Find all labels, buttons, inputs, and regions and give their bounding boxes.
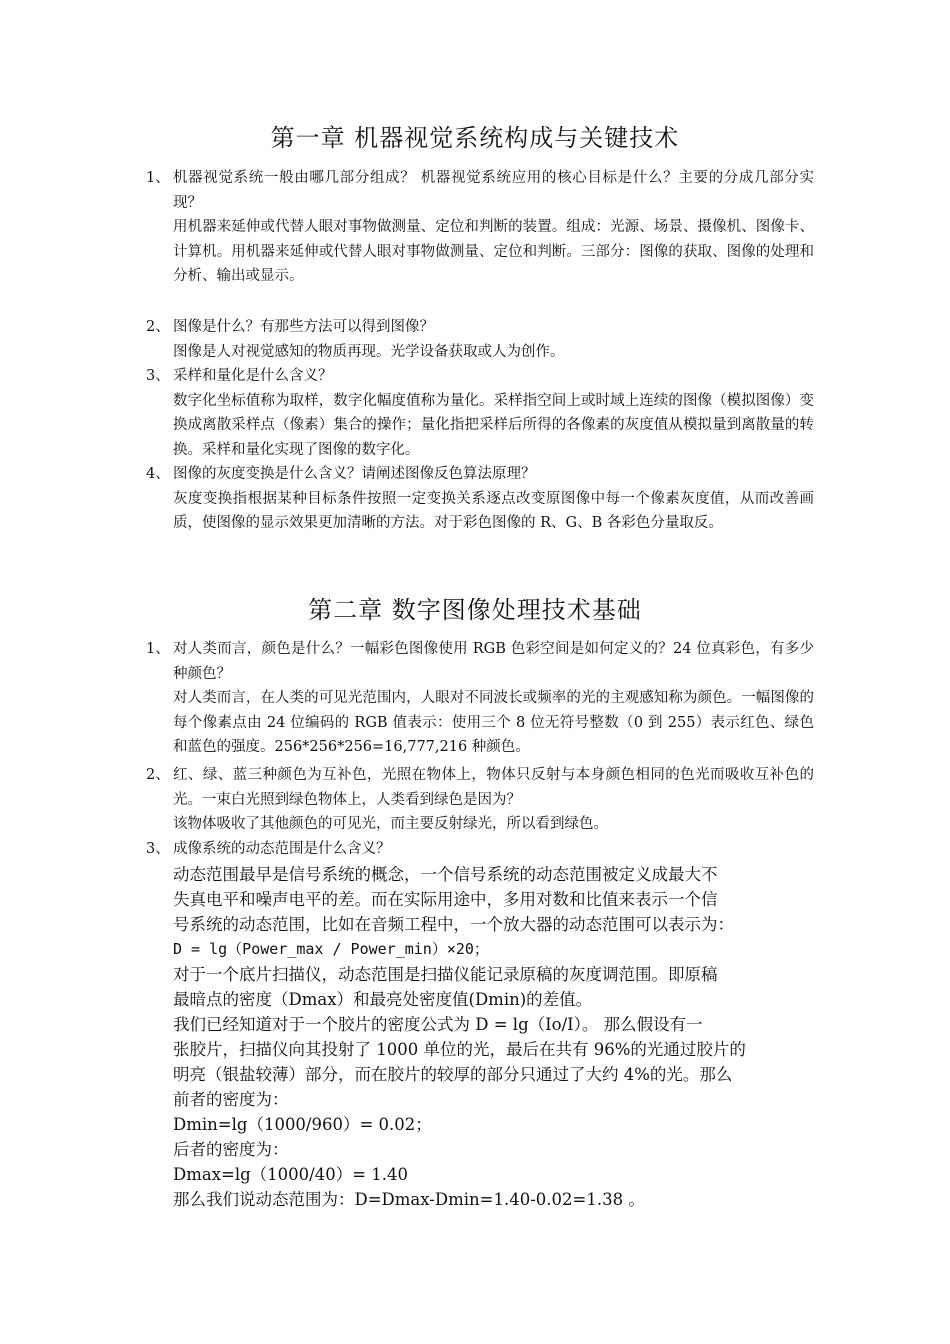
answer-text: 灰度变换指根据某种目标条件按照一定变换关系逐点改变原图像中每一个像素灰度值，从而改善画质，使图像的显示效果更加清晰的方法。对于彩色图像的 R、G、B 各彩色分量取反。 — [173, 490, 814, 531]
answer-line: 对于一个底片扫描仪，动态范围是扫描仪能记录原稿的灰度调范围。即原稿 — [173, 964, 718, 984]
item-number: 3、 — [146, 368, 170, 384]
chapter-2-title: 第二章 数字图像处理技术基础 — [308, 596, 642, 624]
ch2-item-2 — [146, 763, 814, 837]
item-number: 1、 — [146, 170, 170, 186]
answer-line: 失真电平和噪声电平的差。而在实际用途中，多用对数和比值来表示一个信 — [173, 889, 718, 909]
ch1-item-1 — [146, 166, 814, 289]
answer-line: 后者的密度为： — [173, 1139, 289, 1159]
answer-line: 动态范围最早是信号系统的概念，一个信号系统的动态范围被定义成最大不 — [173, 864, 718, 884]
answer-line: 我们已经知道对于一个胶片的密度公式为 D = lg（Io/I）。 那么假设有一 — [173, 1014, 703, 1034]
answer-line: 张胶片，扫描仪向其投射了 1000 单位的光，最后在共有 96%的光通过胶片的 — [173, 1039, 746, 1059]
question-text: 对人类而言，颜色是什么？一幅彩色图像使用 RGB 色彩空间是如何定义的？24 位真彩色，有多少种颜色？ — [173, 641, 814, 682]
formula-line: Dmax=lg（1000/40）= 1.40 — [173, 1164, 409, 1184]
answer-line: 前者的密度为： — [173, 1089, 289, 1109]
item-number: 2、 — [146, 319, 170, 335]
item-number: 2、 — [146, 767, 170, 783]
question-text: 采样和量化是什么含义？ — [173, 368, 333, 384]
answer-text: 对人类而言，在人类的可见光范围内，人眼对不同波长或频率的光的主观感知称为颜色。一幅图像的每个像素点由 24 位编码的 RGB 值表示：使用三个 8 位无符号整数（0 到 255）表示红色、绿色和蓝色的强度。256*256*256=16,777,216 种颜色。 — [173, 690, 814, 755]
question-text: 图像的灰度变换是什么含义？请阐述图像反色算法原理？ — [173, 466, 536, 482]
ch2-item-3 — [146, 837, 814, 1212]
question-text: 机器视觉系统一般由哪几部分组成？ 机器视觉系统应用的核心目标是什么？主要的分成几部分实现？ — [173, 170, 814, 211]
answer-line: 那么我们说动态范围为：D=Dmax-Dmin=1.40-0.02=1.38 。 — [173, 1189, 645, 1209]
answer-line: 最暗点的密度（Dmax）和最亮处密度值(Dmin)的差值。 — [173, 989, 593, 1009]
answer-block — [173, 862, 814, 1212]
item-number: 4、 — [146, 466, 170, 482]
question-text: 成像系统的动态范围是什么含义？ — [173, 841, 391, 857]
formula-line: Dmin=lg（1000/960）= 0.02； — [173, 1114, 432, 1134]
ch2-item-1 — [146, 637, 814, 760]
ch1-item-3 — [146, 364, 814, 462]
answer-text: 数字化坐标值称为取样，数字化幅度值称为量化。采样指空间上或时域上连续的图像（模拟图像）变换成离散采样点（像素）集合的操作；量化指把采样后所得的各像素的灰度值从模拟量到离散量的转换。采样和量化实现了图像的数字化。 — [173, 392, 814, 458]
answer-text: 该物体吸收了其他颜色的可见光，而主要反射绿光，所以看到绿色。 — [173, 816, 608, 832]
answer-text: 图像是人对视觉感知的物质再现。光学设备获取或人为创作。 — [173, 343, 565, 360]
formula-line: D = lg（Power_max / Power_min）×20； — [173, 939, 489, 958]
ch1-item-4 — [146, 462, 814, 536]
question-text: 红、绿、蓝三种颜色为互补色，光照在物体上，物体只反射与本身颜色相同的色光而吸收互补色的光。一束白光照到绿色物体上，人类看到绿色是因为？ — [173, 767, 814, 808]
answer-line: 号系统的动态范围，比如在音频工程中，一个放大器的动态范围可以表示为： — [173, 914, 734, 934]
ch1-item-2 — [146, 315, 814, 364]
answer-line: 明亮（银盐较薄）部分，而在胶片的较厚的部分只通过了大约 4%的光。那么 — [173, 1064, 733, 1084]
item-number: 1、 — [146, 641, 170, 657]
chapter-1-title: 第一章 机器视觉系统构成与关键技术 — [270, 124, 680, 152]
answer-text: 用机器来延伸或代替人眼对事物做测量、定位和判断的装置。组成：光源、场景、摄像机、图像卡、计算机。用机器来延伸或代替人眼对事物做测量、定位和判断。三部分：图像的获取、图像的处理和分析、输出或显示。 — [173, 219, 814, 284]
item-number: 3、 — [146, 841, 170, 857]
question-text: 图像是什么？有那些方法可以得到图像？ — [173, 319, 434, 335]
